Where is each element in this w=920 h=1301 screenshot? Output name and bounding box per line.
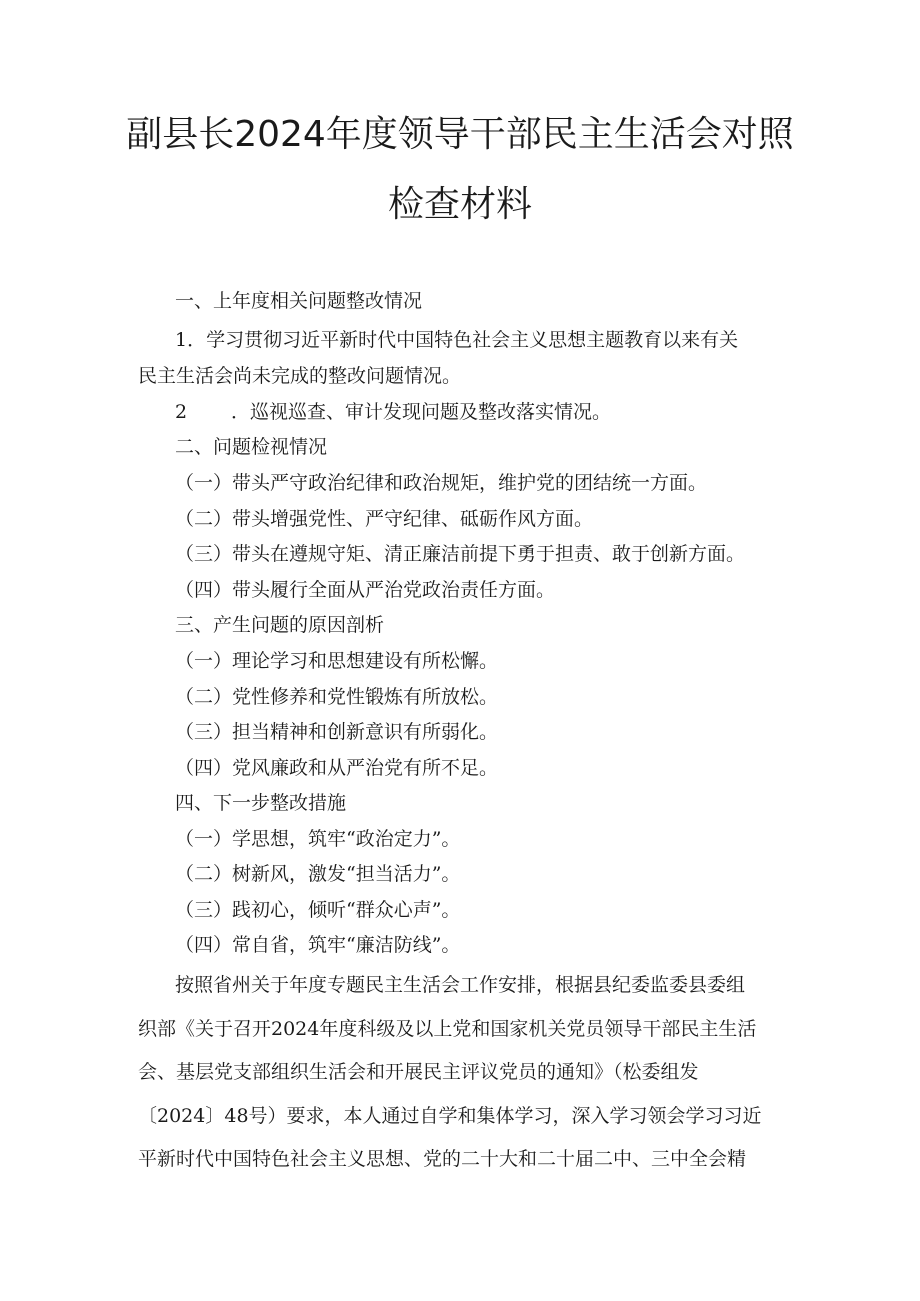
section-4-item-2: （二）树新风，激发“担当活力”。: [175, 863, 461, 885]
section-1-item-2-text: ．巡视巡查、审计发现问题及整改落实情况。: [231, 401, 612, 423]
section-2-item-4: （四）带头履行全面从严治党政治责任方面。: [175, 579, 556, 601]
section-1-item-1-line-1: 1．学习贯彻习近平新时代中国特色社会主义思想主题教育以来有关: [175, 329, 739, 351]
body-paragraph-line-1: 按照省州关于年度专题民主生活会工作安排，根据县纪委监委县委组: [175, 974, 746, 996]
section-heading-3: 三、产生问题的原因剖析: [175, 614, 385, 636]
document-title-line-1: 副县长2024年度领导干部民主生活会对照: [126, 114, 794, 155]
section-heading-2: 二、问题检视情况: [175, 436, 328, 458]
body-paragraph-line-3: 会、基层党支部组织生活会和开展民主评议党员的通知》（松委组发: [138, 1061, 699, 1083]
section-3-item-4: （四）党风廉政和从严治党有所不足。: [175, 757, 499, 779]
body-paragraph-line-5: 平新时代中国特色社会主义思想、党的二十大和二十届二中、三中全会精: [138, 1148, 747, 1170]
section-4-item-1: （一）学思想，筑牢“政治定力”。: [175, 828, 461, 850]
section-3-item-1: （一）理论学习和思想建设有所松懈。: [175, 650, 499, 672]
section-1-item-2-number: 2: [175, 401, 188, 423]
section-2-item-1: （一）带头严守政治纪律和政治规矩，维护党的团结统一方面。: [175, 472, 708, 494]
section-2-item-2: （二）带头增强党性、严守纪律、砥砺作风方面。: [175, 508, 594, 530]
body-paragraph-line-2: 织部《关于召开2024年度科级及以上党和国家机关党员领导干部民主生活: [138, 1018, 757, 1040]
section-1-item-2: [175, 399, 611, 425]
section-1-item-1-line-2: 民主生活会尚未完成的整改问题情况。: [138, 365, 462, 387]
section-heading-4: 四、下一步整改措施: [175, 792, 347, 814]
section-3-item-2: （二）党性修养和党性锻炼有所放松。: [175, 686, 499, 708]
section-heading-1: 一、上年度相关问题整改情况: [175, 290, 423, 312]
section-3-item-3: （三）担当精神和创新意识有所弱化。: [175, 721, 499, 743]
document-title-line-2: 检查材料: [387, 184, 532, 225]
section-4-item-3: （三）践初心，倾听“群众心声”。: [175, 899, 461, 921]
body-paragraph-line-4: 〔2024〕48号）要求，本人通过自学和集体学习，深入学习领会学习习近: [138, 1105, 762, 1127]
section-2-item-3: （三）带头在遵规守矩、清正廉洁前提下勇于担责、敢于创新方面。: [175, 543, 746, 565]
section-4-item-4: （四）常自省，筑牢“廉洁防线”。: [175, 934, 461, 956]
